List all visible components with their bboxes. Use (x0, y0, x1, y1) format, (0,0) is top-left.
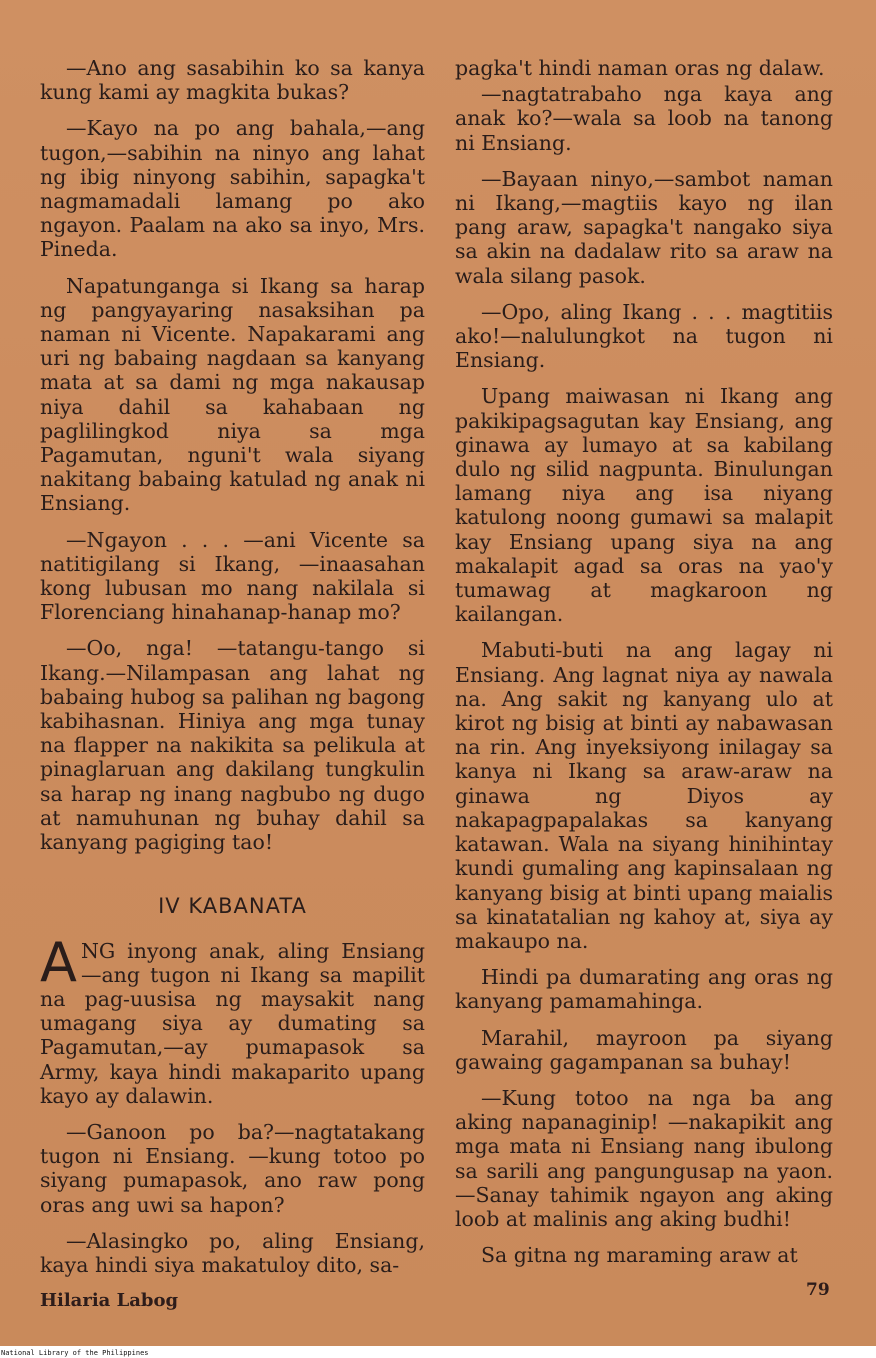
paragraph: —Alasingko po, aling Ensiang, kaya hindi siya makatuloy dito, sa- (40, 1228, 425, 1277)
paragraph: —Ngayon . . . —ani Vicente sa natitigilang si Ikang, —inaasahan kong lubusan mo nang nakilala si Florenciang hinahanap-hanap mo? (40, 527, 425, 625)
drop-cap: A (40, 930, 77, 994)
paragraph: Sa gitna ng maraming araw at (481, 1243, 798, 1268)
paragraph: —Ganoon po ba?—nagtatakang tugon ni Ensiang. —kung totoo po siyang pumapasok, ano raw pong oras ang uwi sa hapon? (40, 1119, 425, 1217)
chapter-opening-text: NG inyong anak, aling Ensiang —ang tugon ni Ikang sa mapilit na pag-uusisa ng maysakit nang umagang siya ay dumating sa Pagamutan,—ay pumapasok sa Army, kaya hindi makaparito upang kayo ay dalawin. (40, 938, 425, 1108)
paragraph: —Kung totoo na nga ba ang aking napanaginip! —nakapikit ang mga mata ni Ensiang nang ibulong sa sarili ang pangungusap na yaon. —Sanay tahimik ngayon ang aking loob at malinis ang aking budhi! (455, 1085, 833, 1231)
right-column (455, 56, 833, 1269)
chapter-opening-paragraph (40, 930, 425, 1108)
paragraph: Mabuti-buti na ang lagay ni Ensiang. Ang lagnat niya ay nawala na. Ang sakit ng kanyang ulo at kirot ng bisig at binti ay nabawasan na rin. Ang inyeksiyong inilagay sa kanya ni Ikang sa araw-araw na ginawa ng Diyos ay nakapagpapalakas sa kanyang katawan. Wala na siyang hinihintay kundi gumaling ang kapinsalaan ng kanyang bisig at binti upang maialis sa kinatatalian ng kahoy at, siya ay makaupo na. (455, 638, 833, 953)
paragraph: pagka't hindi naman oras ng dalaw. (455, 56, 825, 80)
paragraph: —Kayo na po ang bahala,—ang tugon,—sabihin na ninyo ang lahat ng ibig ninyong sabihin, sapagka't nagmamadali lamang po ako ngayon. Paalam na ako sa inyo, Mrs. Pineda. (40, 116, 425, 262)
paragraph: Napatunganga si Ikang sa harap ng pangyayaring nasaksihan pa naman ni Vicente. Napakarami ang uri ng babaing nagdaan sa kanyang mata at sa dami ng mga nakausap niya dahil sa kahabaan ng paglilingkod niya sa mga Pagamutan, nguni't wala siyang nakitang babaing katulad ng anak ni Ensiang. (40, 273, 425, 516)
paragraph: Marahil, mayroon pa siyang gawaing gagampanan sa buhay! (455, 1025, 833, 1074)
author-name: Hilaria Labog (40, 1290, 179, 1311)
paragraph: —Ano ang sasabihin ko sa kanya kung kami ay magkita bukas? (40, 56, 425, 105)
paragraph: —nagtatrabaho nga kaya ang anak ko?—wala sa loob na tanong ni Ensiang. (455, 82, 833, 155)
scan-credit: National Library of the Philippines (1, 1349, 149, 1357)
paragraph: Hindi pa dumarating ang oras ng kanyang pamamahinga. (455, 965, 833, 1014)
paragraph: Upang maiwasan ni Ikang ang pakikipagsagutan kay Ensiang, ang ginawa ay lumayo at sa kabilang dulo ng silid nagpunta. Binulungan lamang niya ang isa niyang katulong noong gumawi sa malapit kay Ensiang upang siya na ang makalapit agad sa oras na yao'y tumawag at magkaroon ng kailangan. (455, 384, 833, 627)
chapter-heading: IV KABANATA (158, 894, 307, 919)
left-column (40, 56, 425, 1279)
paragraph: —Bayaan ninyo,—sambot naman ni Ikang,—magtiis kayo ng ilan pang araw, sapagka't nangako siya sa akin na dadalaw rito sa araw na wala silang pasok. (455, 166, 833, 288)
paragraph: —Opo, aling Ikang . . . magtitiis ako!—nalulungkot na tugon ni Ensiang. (455, 299, 833, 373)
page-number: 79 (806, 1280, 830, 1300)
paragraph: —Oo, nga! —tatangu-tango si Ikang.—Nilampasan ang lahat ng babaing hubog sa palihan ng bagong kabihasnan. Hiniya ang mga tunay na flapper na nakikita sa pelikula at pinaglaruan ang dakilang tungkulin sa harap ng inang nagbubo ng dugo at namuhunan ng buhay dahil sa kanyang pagiging tao! (40, 636, 425, 855)
